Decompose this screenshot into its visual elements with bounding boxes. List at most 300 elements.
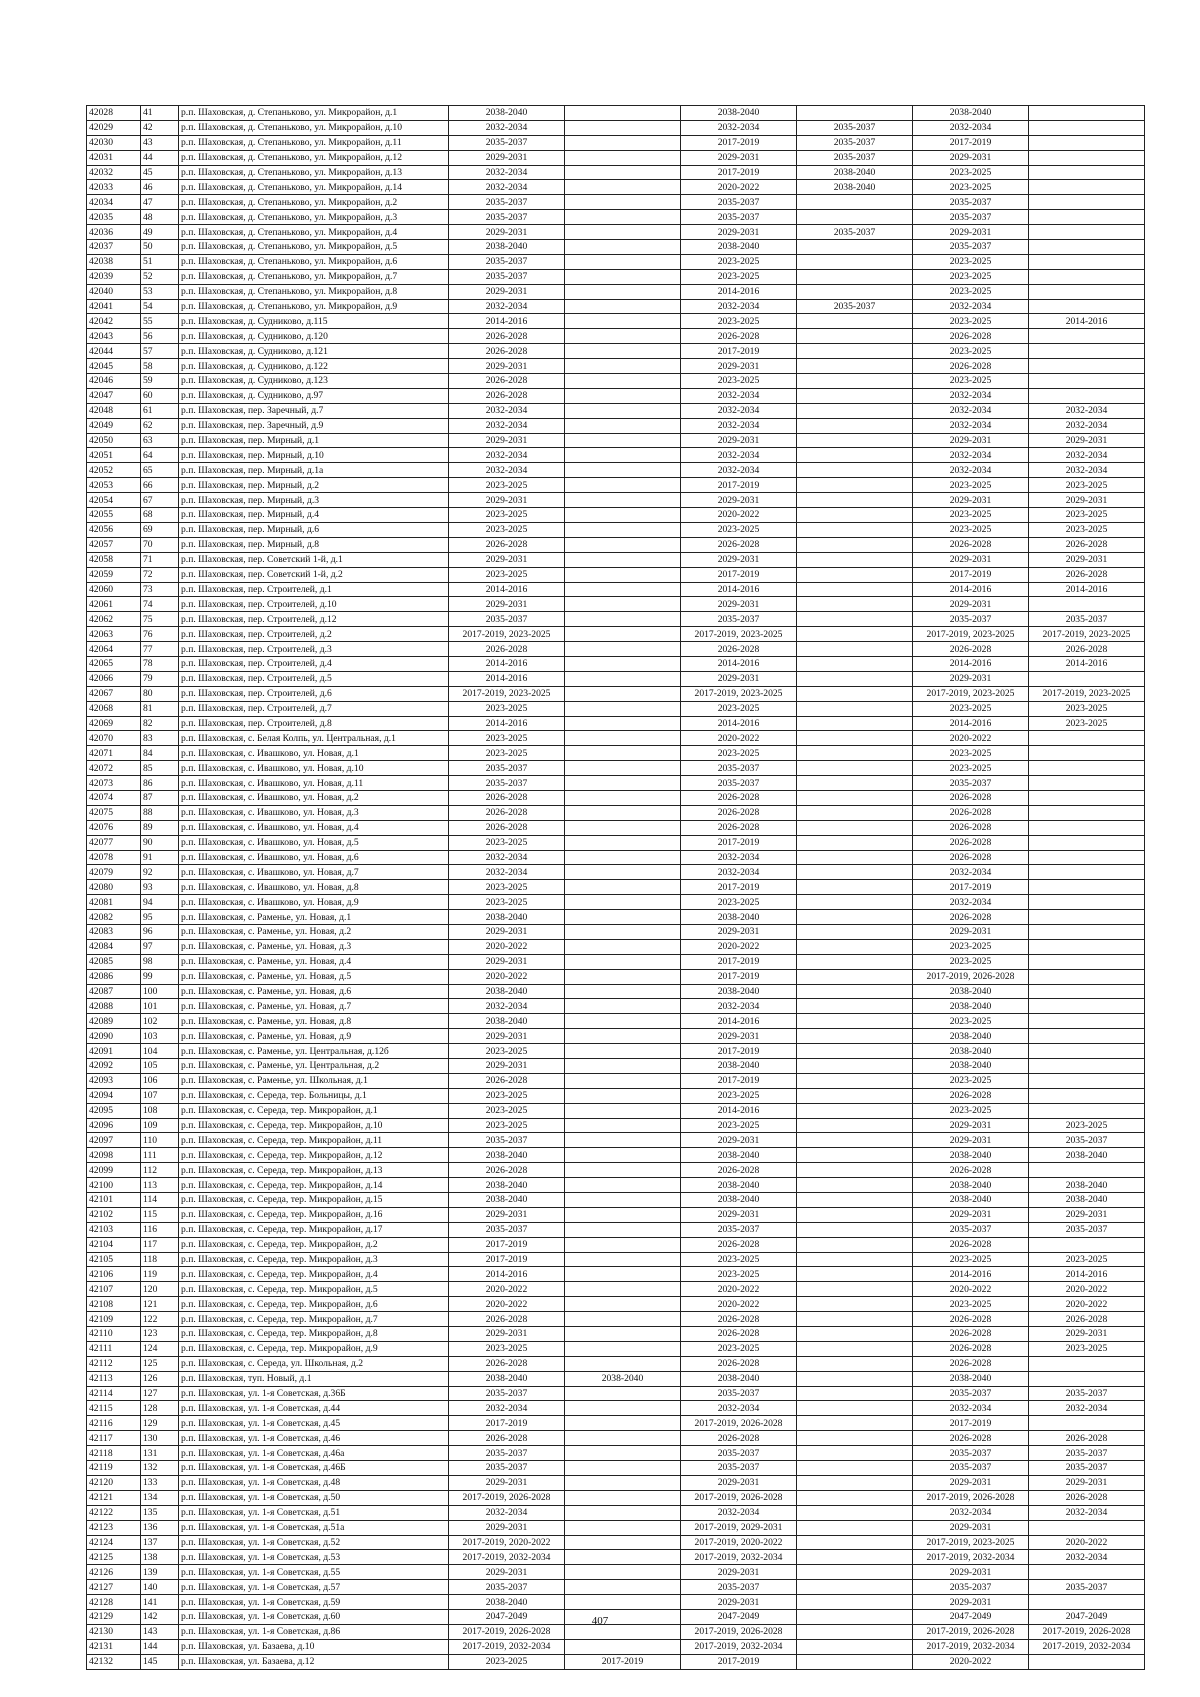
table-row [87, 522, 1145, 537]
record-id-cell: 42038 [87, 254, 141, 269]
record-id-cell: 42097 [87, 1133, 141, 1148]
period-cell-1: 2023-2025 [449, 1341, 565, 1356]
period-cell-3: 2023-2025 [681, 1341, 797, 1356]
period-cell-6: 2038-2040 [1029, 1178, 1145, 1193]
address-cell: р.п. Шаховская, пер. Строителей, д.6 [179, 686, 449, 701]
period-cell-1: 2023-2025 [449, 835, 565, 850]
table-row [87, 776, 1145, 791]
table-row [87, 1103, 1145, 1118]
period-cell-6: 2020-2022 [1029, 1535, 1145, 1550]
record-id-cell: 42103 [87, 1222, 141, 1237]
address-cell: р.п. Шаховская, пер. Заречный, д.7 [179, 403, 449, 418]
row-number-cell: 106 [141, 1073, 179, 1088]
table-row [87, 567, 1145, 582]
row-number-cell: 90 [141, 835, 179, 850]
period-cell-4 [797, 597, 913, 612]
period-cell-3: 2038-2040 [681, 1148, 797, 1163]
period-cell-2 [565, 180, 681, 195]
record-id-cell: 42100 [87, 1178, 141, 1193]
period-cell-5: 2038-2040 [913, 1029, 1029, 1044]
period-cell-2 [565, 582, 681, 597]
row-number-cell: 143 [141, 1624, 179, 1639]
period-cell-5: 2026-2028 [913, 1312, 1029, 1327]
period-cell-3: 2029-2031 [681, 924, 797, 939]
record-id-cell: 42121 [87, 1490, 141, 1505]
period-cell-3: 2029-2031 [681, 493, 797, 508]
period-cell-3: 2026-2028 [681, 329, 797, 344]
period-cell-4 [797, 1222, 913, 1237]
record-id-cell: 42031 [87, 150, 141, 165]
row-number-cell: 114 [141, 1193, 179, 1208]
record-id-cell: 42074 [87, 790, 141, 805]
row-number-cell: 44 [141, 150, 179, 165]
address-cell: р.п. Шаховская, с. Раменье, ул. Новая, д.3 [179, 939, 449, 954]
address-cell: р.п. Шаховская, д. Степаньково, ул. Микрорайон, д.2 [179, 195, 449, 210]
table-row [87, 642, 1145, 657]
period-cell-3: 2029-2031 [681, 1207, 797, 1222]
table-row [87, 1029, 1145, 1044]
period-cell-1: 2038-2040 [449, 1014, 565, 1029]
period-cell-5: 2029-2031 [913, 1118, 1029, 1133]
period-cell-5: 2020-2022 [913, 731, 1029, 746]
period-cell-6 [1029, 359, 1145, 374]
period-cell-4 [797, 552, 913, 567]
address-cell: р.п. Шаховская, д. Степаньково, ул. Микрорайон, д.6 [179, 254, 449, 269]
period-cell-4 [797, 1639, 913, 1654]
period-cell-5: 2023-2025 [913, 522, 1029, 537]
period-cell-4 [797, 1207, 913, 1222]
row-number-cell: 97 [141, 939, 179, 954]
record-id-cell: 42085 [87, 954, 141, 969]
address-cell: р.п. Шаховская, с. Середа, тер. Микрорайон, д.1 [179, 1103, 449, 1118]
address-cell: р.п. Шаховская, ул. 1-я Советская, д.53 [179, 1550, 449, 1565]
period-cell-6 [1029, 1044, 1145, 1059]
period-cell-3: 2032-2034 [681, 120, 797, 135]
period-cell-5: 2023-2025 [913, 939, 1029, 954]
address-cell: р.п. Шаховская, с. Середа, тер. Микрорайон, д.4 [179, 1267, 449, 1282]
period-cell-1: 2023-2025 [449, 522, 565, 537]
period-cell-1: 2026-2028 [449, 790, 565, 805]
row-number-cell: 110 [141, 1133, 179, 1148]
period-cell-2 [565, 880, 681, 895]
address-cell: р.п. Шаховская, д. Судниково, д.115 [179, 314, 449, 329]
period-cell-6: 2029-2031 [1029, 493, 1145, 508]
row-number-cell: 93 [141, 880, 179, 895]
period-cell-6 [1029, 1103, 1145, 1118]
record-id-cell: 42087 [87, 984, 141, 999]
row-number-cell: 57 [141, 344, 179, 359]
table-row [87, 627, 1145, 642]
record-id-cell: 42073 [87, 776, 141, 791]
period-cell-2 [565, 269, 681, 284]
address-cell: р.п. Шаховская, с. Середа, тер. Микрорайон, д.9 [179, 1341, 449, 1356]
period-cell-1: 2026-2028 [449, 820, 565, 835]
period-cell-5: 2023-2025 [913, 314, 1029, 329]
address-cell: р.п. Шаховская, д. Степаньково, ул. Микрорайон, д.14 [179, 180, 449, 195]
period-cell-6: 2032-2034 [1029, 1505, 1145, 1520]
table-row [87, 299, 1145, 314]
row-number-cell: 125 [141, 1356, 179, 1371]
period-cell-2 [565, 1178, 681, 1193]
period-cell-4 [797, 1103, 913, 1118]
period-cell-6 [1029, 106, 1145, 121]
period-cell-5: 2029-2031 [913, 1475, 1029, 1490]
address-cell: р.п. Шаховская, с. Середа, тер. Микрорайон, д.8 [179, 1327, 449, 1342]
period-cell-2 [565, 1222, 681, 1237]
period-cell-2 [565, 329, 681, 344]
period-cell-6 [1029, 180, 1145, 195]
period-cell-4 [797, 820, 913, 835]
register-sheet [86, 105, 1144, 1670]
period-cell-1: 2023-2025 [449, 1103, 565, 1118]
address-cell: р.п. Шаховская, с. Ивашково, ул. Новая, д.8 [179, 880, 449, 895]
row-number-cell: 81 [141, 701, 179, 716]
row-number-cell: 129 [141, 1416, 179, 1431]
period-cell-3: 2017-2019, 2020-2022 [681, 1535, 797, 1550]
period-cell-6 [1029, 1565, 1145, 1580]
row-number-cell: 144 [141, 1639, 179, 1654]
row-number-cell: 120 [141, 1282, 179, 1297]
period-cell-1: 2029-2031 [449, 924, 565, 939]
table-row [87, 1059, 1145, 1074]
period-cell-3: 2035-2037 [681, 1386, 797, 1401]
period-cell-2 [565, 686, 681, 701]
period-cell-4 [797, 1550, 913, 1565]
period-cell-6: 2035-2037 [1029, 1386, 1145, 1401]
period-cell-4: 2038-2040 [797, 165, 913, 180]
record-id-cell: 42081 [87, 895, 141, 910]
period-cell-1: 2020-2022 [449, 969, 565, 984]
period-cell-4 [797, 1252, 913, 1267]
record-id-cell: 42064 [87, 642, 141, 657]
period-cell-3: 2032-2034 [681, 403, 797, 418]
period-cell-6: 2026-2028 [1029, 1490, 1145, 1505]
address-cell: р.п. Шаховская, пер. Мирный, д.10 [179, 448, 449, 463]
period-cell-2 [565, 954, 681, 969]
table-row [87, 731, 1145, 746]
period-cell-6 [1029, 269, 1145, 284]
address-cell: р.п. Шаховская, пер. Строителей, д.3 [179, 642, 449, 657]
row-number-cell: 92 [141, 865, 179, 880]
period-cell-1: 2026-2028 [449, 374, 565, 389]
period-cell-2 [565, 1580, 681, 1595]
row-number-cell: 116 [141, 1222, 179, 1237]
table-row [87, 463, 1145, 478]
period-cell-3: 2035-2037 [681, 1580, 797, 1595]
period-cell-4 [797, 746, 913, 761]
record-id-cell: 42040 [87, 284, 141, 299]
record-id-cell: 42043 [87, 329, 141, 344]
period-cell-1: 2014-2016 [449, 1267, 565, 1282]
record-id-cell: 42041 [87, 299, 141, 314]
record-id-cell: 42131 [87, 1639, 141, 1654]
period-cell-4 [797, 1520, 913, 1535]
period-cell-3: 2023-2025 [681, 746, 797, 761]
period-cell-6 [1029, 195, 1145, 210]
table-row [87, 1505, 1145, 1520]
period-cell-6 [1029, 895, 1145, 910]
period-cell-1: 2035-2037 [449, 776, 565, 791]
table-row [87, 1520, 1145, 1535]
table-row [87, 761, 1145, 776]
period-cell-3: 2020-2022 [681, 508, 797, 523]
record-id-cell: 42067 [87, 686, 141, 701]
period-cell-3: 2038-2040 [681, 240, 797, 255]
period-cell-2 [565, 493, 681, 508]
period-cell-6: 2032-2034 [1029, 418, 1145, 433]
period-cell-5: 2032-2034 [913, 463, 1029, 478]
period-cell-5: 2035-2037 [913, 210, 1029, 225]
address-cell: р.п. Шаховская, с. Ивашково, ул. Новая, д.5 [179, 835, 449, 850]
period-cell-3: 2035-2037 [681, 1461, 797, 1476]
table-row [87, 478, 1145, 493]
row-number-cell: 122 [141, 1312, 179, 1327]
period-cell-1: 2029-2031 [449, 1029, 565, 1044]
period-cell-1: 2032-2034 [449, 448, 565, 463]
period-cell-6 [1029, 1371, 1145, 1386]
address-cell: р.п. Шаховская, с. Раменье, ул. Новая, д.8 [179, 1014, 449, 1029]
period-cell-5: 2026-2028 [913, 1341, 1029, 1356]
period-cell-6: 2029-2031 [1029, 1327, 1145, 1342]
address-cell: р.п. Шаховская, с. Середа, тер. Микрорайон, д.5 [179, 1282, 449, 1297]
period-cell-5: 2035-2037 [913, 195, 1029, 210]
period-cell-2 [565, 418, 681, 433]
period-cell-4 [797, 924, 913, 939]
row-number-cell: 112 [141, 1163, 179, 1178]
period-cell-4 [797, 582, 913, 597]
table-row [87, 1207, 1145, 1222]
period-cell-6: 2023-2025 [1029, 1252, 1145, 1267]
period-cell-4 [797, 374, 913, 389]
period-cell-2 [565, 1297, 681, 1312]
period-cell-4: 2035-2037 [797, 299, 913, 314]
address-cell: р.п. Шаховская, ул. 1-я Советская, д.55 [179, 1565, 449, 1580]
period-cell-5: 2029-2031 [913, 150, 1029, 165]
table-row [87, 448, 1145, 463]
period-cell-5: 2020-2022 [913, 1282, 1029, 1297]
address-cell: р.п. Шаховская, д. Судниково, д.121 [179, 344, 449, 359]
row-number-cell: 139 [141, 1565, 179, 1580]
period-cell-4 [797, 195, 913, 210]
period-cell-6 [1029, 1073, 1145, 1088]
period-cell-3: 2017-2019 [681, 880, 797, 895]
period-cell-2: 2017-2019 [565, 1654, 681, 1669]
period-cell-6: 2026-2028 [1029, 537, 1145, 552]
row-number-cell: 107 [141, 1088, 179, 1103]
row-number-cell: 50 [141, 240, 179, 255]
period-cell-4 [797, 1312, 913, 1327]
period-cell-2 [565, 314, 681, 329]
period-cell-3: 2038-2040 [681, 910, 797, 925]
period-cell-2 [565, 1431, 681, 1446]
address-cell: р.п. Шаховская, пер. Строителей, д.8 [179, 716, 449, 731]
row-number-cell: 52 [141, 269, 179, 284]
period-cell-4 [797, 612, 913, 627]
period-cell-4 [797, 671, 913, 686]
period-cell-4 [797, 1282, 913, 1297]
record-id-cell: 42096 [87, 1118, 141, 1133]
period-cell-3: 2029-2031 [681, 359, 797, 374]
period-cell-3: 2029-2031 [681, 1565, 797, 1580]
period-cell-5: 2017-2019, 2023-2025 [913, 686, 1029, 701]
period-cell-4 [797, 835, 913, 850]
table-row [87, 1535, 1145, 1550]
period-cell-1: 2026-2028 [449, 344, 565, 359]
period-cell-3: 2026-2028 [681, 820, 797, 835]
period-cell-2 [565, 820, 681, 835]
table-row [87, 1461, 1145, 1476]
row-number-cell: 118 [141, 1252, 179, 1267]
period-cell-2 [565, 165, 681, 180]
row-number-cell: 49 [141, 225, 179, 240]
address-cell: р.п. Шаховская, с. Середа, ул. Школьная, д.2 [179, 1356, 449, 1371]
record-id-cell: 42076 [87, 820, 141, 835]
period-cell-3: 2017-2019 [681, 1654, 797, 1669]
period-cell-5: 2017-2019, 2023-2025 [913, 1535, 1029, 1550]
table-row [87, 1401, 1145, 1416]
record-id-cell: 42117 [87, 1431, 141, 1446]
table-row [87, 924, 1145, 939]
row-number-cell: 75 [141, 612, 179, 627]
period-cell-3: 2032-2034 [681, 850, 797, 865]
period-cell-6 [1029, 1088, 1145, 1103]
period-cell-6 [1029, 1029, 1145, 1044]
period-cell-2 [565, 790, 681, 805]
period-cell-3: 2020-2022 [681, 731, 797, 746]
period-cell-6 [1029, 1356, 1145, 1371]
table-row [87, 1267, 1145, 1282]
period-cell-5: 2017-2019, 2032-2034 [913, 1639, 1029, 1654]
period-cell-3: 2032-2034 [681, 463, 797, 478]
period-cell-2 [565, 508, 681, 523]
period-cell-5: 2032-2034 [913, 448, 1029, 463]
period-cell-6: 2026-2028 [1029, 1312, 1145, 1327]
period-cell-5: 2017-2019, 2023-2025 [913, 627, 1029, 642]
row-number-cell: 96 [141, 924, 179, 939]
period-cell-3: 2023-2025 [681, 1252, 797, 1267]
address-cell: р.п. Шаховская, д. Судниково, д.120 [179, 329, 449, 344]
period-cell-4 [797, 329, 913, 344]
period-cell-2 [565, 1356, 681, 1371]
record-id-cell: 42028 [87, 106, 141, 121]
period-cell-5: 2014-2016 [913, 1267, 1029, 1282]
period-cell-4 [797, 344, 913, 359]
row-number-cell: 140 [141, 1580, 179, 1595]
period-cell-3: 2032-2034 [681, 1505, 797, 1520]
period-cell-4 [797, 388, 913, 403]
record-id-cell: 42034 [87, 195, 141, 210]
table-row [87, 1654, 1145, 1669]
period-cell-4 [797, 508, 913, 523]
table-row [87, 1475, 1145, 1490]
record-id-cell: 42091 [87, 1044, 141, 1059]
period-cell-2 [565, 463, 681, 478]
period-cell-4 [797, 1431, 913, 1446]
period-cell-1: 2023-2025 [449, 746, 565, 761]
period-cell-3: 2023-2025 [681, 269, 797, 284]
record-id-cell: 42035 [87, 210, 141, 225]
period-cell-4 [797, 1118, 913, 1133]
record-id-cell: 42119 [87, 1461, 141, 1476]
address-cell: р.п. Шаховская, с. Середа, тер. Микрорайон, д.14 [179, 1178, 449, 1193]
period-cell-1: 2020-2022 [449, 939, 565, 954]
period-cell-6: 2032-2034 [1029, 1401, 1145, 1416]
table-row [87, 314, 1145, 329]
record-id-cell: 42072 [87, 761, 141, 776]
address-cell: р.п. Шаховская, д. Степаньково, ул. Микрорайон, д.4 [179, 225, 449, 240]
period-cell-6 [1029, 761, 1145, 776]
period-cell-5: 2038-2040 [913, 1148, 1029, 1163]
period-cell-6 [1029, 924, 1145, 939]
period-cell-4 [797, 106, 913, 121]
address-cell: р.п. Шаховская, с. Ивашково, ул. Новая, д.4 [179, 820, 449, 835]
period-cell-1: 2029-2031 [449, 1520, 565, 1535]
table-row [87, 969, 1145, 984]
table-row [87, 910, 1145, 925]
period-cell-5: 2047-2049 [913, 1609, 1029, 1624]
period-cell-5: 2029-2031 [913, 1595, 1029, 1610]
address-cell: р.п. Шаховская, ул. 1-я Советская, д.48 [179, 1475, 449, 1490]
record-id-cell: 42109 [87, 1312, 141, 1327]
row-number-cell: 121 [141, 1297, 179, 1312]
row-number-cell: 65 [141, 463, 179, 478]
period-cell-2 [565, 106, 681, 121]
period-cell-4 [797, 761, 913, 776]
period-cell-3: 2026-2028 [681, 805, 797, 820]
period-cell-5: 2029-2031 [913, 924, 1029, 939]
address-cell: р.п. Шаховская, д. Степаньково, ул. Микрорайон, д.3 [179, 210, 449, 225]
period-cell-6: 2035-2037 [1029, 612, 1145, 627]
period-cell-4 [797, 850, 913, 865]
period-cell-2 [565, 448, 681, 463]
record-id-cell: 42056 [87, 522, 141, 537]
address-cell: р.п. Шаховская, с. Середа, тер. Микрорайон, д.2 [179, 1237, 449, 1252]
period-cell-1: 2035-2037 [449, 1580, 565, 1595]
period-cell-3: 2014-2016 [681, 284, 797, 299]
period-cell-5: 2023-2025 [913, 165, 1029, 180]
period-cell-5: 2032-2034 [913, 865, 1029, 880]
row-number-cell: 53 [141, 284, 179, 299]
record-id-cell: 42061 [87, 597, 141, 612]
address-cell: р.п. Шаховская, ул. 1-я Советская, д.36Б [179, 1386, 449, 1401]
address-cell: р.п. Шаховская, д. Судниково, д.123 [179, 374, 449, 389]
period-cell-6 [1029, 1237, 1145, 1252]
period-cell-4 [797, 1580, 913, 1595]
period-cell-1: 2023-2025 [449, 1654, 565, 1669]
table-row [87, 1014, 1145, 1029]
address-cell: р.п. Шаховская, пер. Строителей, д.2 [179, 627, 449, 642]
period-cell-1: 2026-2028 [449, 388, 565, 403]
period-cell-4 [797, 1475, 913, 1490]
period-cell-3: 2032-2034 [681, 865, 797, 880]
period-cell-3: 2026-2028 [681, 1312, 797, 1327]
row-number-cell: 85 [141, 761, 179, 776]
period-cell-5: 2017-2019 [913, 1416, 1029, 1431]
period-cell-1: 2047-2049 [449, 1609, 565, 1624]
period-cell-4 [797, 1029, 913, 1044]
period-cell-3: 2026-2028 [681, 1431, 797, 1446]
address-cell: р.п. Шаховская, с. Середа, тер. Микрорайон, д.7 [179, 1312, 449, 1327]
record-id-cell: 42049 [87, 418, 141, 433]
period-cell-1: 2035-2037 [449, 195, 565, 210]
period-cell-2 [565, 150, 681, 165]
period-cell-2 [565, 359, 681, 374]
period-cell-1: 2023-2025 [449, 895, 565, 910]
row-number-cell: 74 [141, 597, 179, 612]
period-cell-6: 2023-2025 [1029, 478, 1145, 493]
period-cell-1: 2038-2040 [449, 240, 565, 255]
period-cell-5: 2023-2025 [913, 344, 1029, 359]
